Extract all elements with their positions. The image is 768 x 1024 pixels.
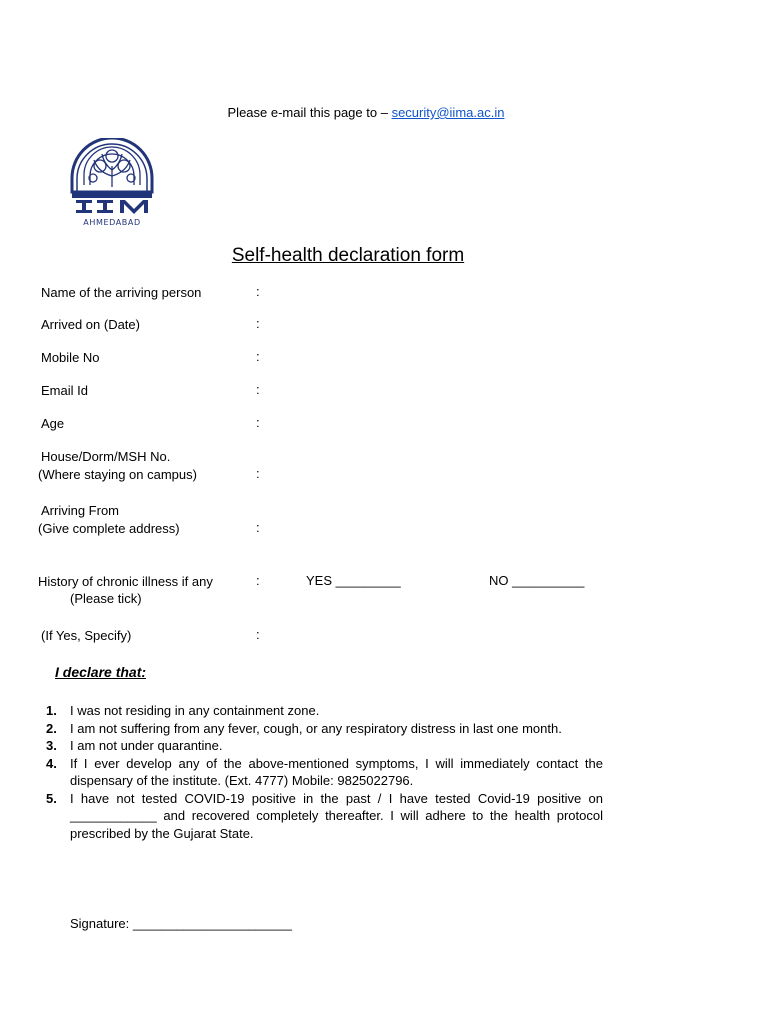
field-label-chronic: History of chronic illness if any bbox=[38, 574, 213, 589]
declaration-item-5: I have not tested COVID-19 positive in the past / I have tested Covid-19 positive on ____________ and recovered completely thereafter. I will adhere to the health protocol prescribed by the Gujarat State. bbox=[70, 790, 603, 841]
declaration-list bbox=[40, 702, 603, 842]
chronic-yes-option[interactable]: YES _________ bbox=[306, 573, 401, 588]
field-colon-name: : bbox=[256, 284, 260, 299]
iim-ahmedabad-logo bbox=[68, 138, 156, 228]
logo-caption: AHMEDABAD bbox=[83, 218, 141, 227]
email-link[interactable]: security@iima.ac.in bbox=[391, 105, 505, 120]
declaration-item-3: I am not under quarantine. bbox=[70, 738, 223, 753]
field-colon-email: : bbox=[256, 382, 260, 397]
signature-line[interactable]: Signature: ______________________ bbox=[70, 916, 292, 931]
field-colon-mobile: : bbox=[256, 349, 260, 364]
field-label-arriving-from-sub: (Give complete address) bbox=[38, 521, 180, 536]
declaration-item-2: I am not suffering from any fever, cough, or any respiratory distress in last one month. bbox=[70, 720, 562, 736]
field-label-arrived-on: Arrived on (Date) bbox=[41, 317, 140, 332]
field-label-name: Name of the arriving person bbox=[41, 285, 202, 300]
field-label-house bbox=[38, 448, 197, 484]
email-instruction bbox=[0, 105, 732, 120]
field-label-specify: (If Yes, Specify) bbox=[41, 628, 132, 643]
field-label-email: Email Id bbox=[41, 383, 88, 398]
field-label-age: Age bbox=[41, 416, 65, 431]
field-label-house-main: House/Dorm/MSH No. bbox=[41, 449, 171, 464]
email-instruction-text: Please e-mail this page to – bbox=[227, 105, 392, 120]
declaration-heading: I declare that: bbox=[55, 664, 147, 680]
field-colon-specify: : bbox=[256, 627, 260, 642]
form-title: Self-health declaration form bbox=[231, 245, 465, 266]
declaration-item-1: I was not residing in any containment zone. bbox=[70, 703, 320, 718]
field-label-arriving-from-main: Arriving From bbox=[41, 503, 120, 518]
field-label-mobile: Mobile No bbox=[41, 350, 100, 365]
field-label-house-sub: (Where staying on campus) bbox=[38, 467, 197, 482]
iim-logo-graphic bbox=[68, 138, 156, 228]
field-colon-arriving-from: : bbox=[256, 520, 260, 535]
field-colon-chronic: : bbox=[256, 573, 260, 588]
field-colon-arrived-on: : bbox=[256, 316, 260, 331]
field-colon-age: : bbox=[256, 415, 260, 430]
field-colon-house: : bbox=[256, 466, 260, 481]
chronic-please-tick: (Please tick) bbox=[70, 591, 142, 606]
declaration-item-4: If I ever develop any of the above-mentioned symptoms, I will immediately contact the dispensary of the institute. (Ext. 4777) Mobile: 9825022796. bbox=[70, 755, 603, 788]
chronic-no-option[interactable]: NO __________ bbox=[489, 573, 585, 588]
field-label-arriving-from bbox=[38, 502, 180, 538]
